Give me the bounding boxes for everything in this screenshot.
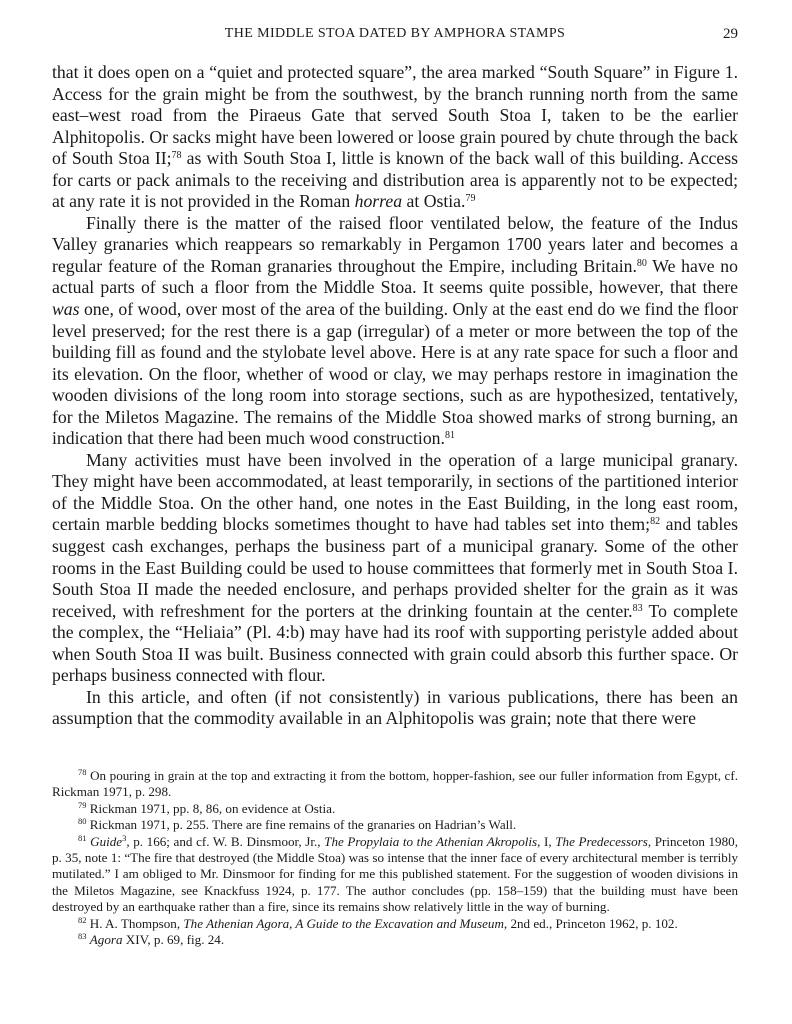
text-run: Finally there is the matter of the raised floor ventilated below, the feature of the Indus Valley granaries which reappears so remarkably in Pergamon 1700 years later and becomes a regular feature of the Roman granaries throughout the Empire, including Britain. <box>52 212 738 276</box>
footnote-78 <box>52 768 738 801</box>
text-run: that it does open on a “quiet and protected square”, the area marked “South Square” in Figure 1. Access for the grain might be from the southwest, by the branch running north from the same east–west road from the Piraeus Gate that served South Stoa I, taken to be the earlier Alphitopolis. Or sacks might have been lowered or loose grain poured by chute through the back of South Stoa II; <box>52 62 738 169</box>
footnote-text: On pouring in grain at the top and extracting it from the bottom, hopper-fashion, see our fuller information from Egypt, cf. Rickman 1971, p. 298. <box>52 768 738 800</box>
footnote-number: 79 <box>78 799 87 810</box>
paragraph-3 <box>52 450 738 687</box>
footnote-ref-80[interactable]: 80 <box>636 257 647 269</box>
footnote-number: 80 <box>78 816 87 827</box>
footnotes <box>52 768 738 948</box>
text-run: To complete the complex, the “Heliaia” (Pl. 4:b) may have had its roof with supporting peristyle added about when South Stoa II was built. Business connected with grain could absorb this further space. Or perhaps business connected with flour. <box>52 600 738 686</box>
italic-title: Agora <box>89 932 123 948</box>
footnote-ref-82[interactable]: 82 <box>650 516 661 528</box>
footnote-80 <box>52 817 738 833</box>
text-run: In this article, and often (if not consistently) in various publications, there has been an assumption that the commodity available in an Alphitopolis was grain; note that there were <box>52 686 738 729</box>
footnote-text: H. A. Thompson, <box>86 915 184 931</box>
footnote-number: 83 <box>78 931 87 942</box>
text-run: at Ostia. <box>402 191 466 212</box>
italic-term: was <box>52 299 80 320</box>
running-title: THE MIDDLE STOA DATED BY AMPHORA STAMPS <box>224 26 566 41</box>
footnote-81 <box>52 834 738 916</box>
footnote-ref-81[interactable]: 81 <box>444 430 455 442</box>
italic-title: Guide <box>90 833 123 849</box>
italic-title: The Propylaia to the Athenian Akropolis <box>324 833 538 849</box>
page-number: 29 <box>723 26 738 42</box>
footnote-number: 82 <box>78 914 87 925</box>
text-run: one, of wood, over most of the area of the building. Only at the east end do we find the floor level preserved; for the rest there is a gap (irregular) of a meter or more between the top of the building fill as found and the stylobate level above. Here is at any rate space for such a floor and its elevation. On the floor, whether of wood or clay, we may perhaps restore in imagination the wooden divisions of the long room into storage sections, such as are hypothesized, tentatively, for the Miletos Magazine. The remains of the Middle Stoa showed marks of strong burning, an indication that there had been much wood construction. <box>52 299 738 449</box>
body-text <box>52 62 738 730</box>
text-run: Many activities must have been involved in the operation of a large municipal granary. They might have been accommodated, at least temporarily, in sections of the partitioned interior of the Middle Stoa. On the other hand, one notes in the East Building, in the long east room, certain marble bedding blocks sometimes thought to have had tables set into them; <box>52 449 738 535</box>
footnote-ref-83[interactable]: 83 <box>632 602 643 614</box>
italic-title: The Athenian Agora, A Guide to the Excavation and Museum <box>183 915 504 931</box>
paragraph-2 <box>52 213 738 450</box>
footnote-text: , I, <box>537 833 556 849</box>
footnote-79 <box>52 801 738 817</box>
footnote-text: , Princeton 1980, p. 35, note 1: “The fire that destroyed (the Middle Stoa) was so intense that the inner face of every architectural member is terribly mutilated.” I am obliged to Mr. Dinsmoor for finding for me this published statement. For the suggestion of wooden divisions in the Miletos Magazine, see Knackfuss 1924, p. 177. The author concludes (pp. 158–159) that the building must have been destroyed by an earthquake rather than a fire, since its remains show relatively little in the way of burning. <box>52 833 738 915</box>
footnote-number: 81 <box>78 832 87 843</box>
footnote-text: Rickman 1971, pp. 8, 86, on evidence at Ostia. <box>86 800 336 816</box>
footnote-text: , p. 166; and cf. W. B. Dinsmoor, Jr., <box>126 833 325 849</box>
italic-term: horrea <box>354 191 403 212</box>
footnote-text: XIV, p. 69, fig. 24. <box>122 932 225 948</box>
footnote-ref-79[interactable]: 79 <box>465 193 476 205</box>
italic-title: The Predecessors <box>555 833 648 849</box>
footnote-83 <box>52 932 738 948</box>
running-header <box>52 26 738 46</box>
footnote-text: , 2nd ed., Princeton 1962, p. 102. <box>503 915 678 931</box>
footnote-text: Rickman 1971, p. 255. There are fine remains of the granaries on Hadrian’s Wall. <box>86 817 517 833</box>
edition-superscript: 3 <box>122 832 127 843</box>
text-run: We have no actual parts of such a floor from the Middle Stoa. It seems quite possible, however, that there <box>52 255 738 298</box>
footnote-82 <box>52 916 738 932</box>
text-run: and tables suggest cash exchanges, perhaps the business part of a municipal granary. Some of the other rooms in the East Building could be used to house committees that formerly met in South Stoa I. South Stoa II made the needed enclosure, and perhaps provided shelter for the grain as it was received, with refreshment for the porters at the drinking fountain at the center. <box>52 514 738 621</box>
text-run: as with South Stoa I, little is known of the back wall of this building. Access for carts or pack animals to the receiving and distribution area is apparently not to be expected; at any rate it is not provided in the Roman <box>52 148 739 212</box>
paragraph-4 <box>52 687 738 730</box>
footnote-ref-78[interactable]: 78 <box>171 150 182 162</box>
paragraph-1 <box>52 62 738 213</box>
footnote-number: 78 <box>78 767 87 777</box>
